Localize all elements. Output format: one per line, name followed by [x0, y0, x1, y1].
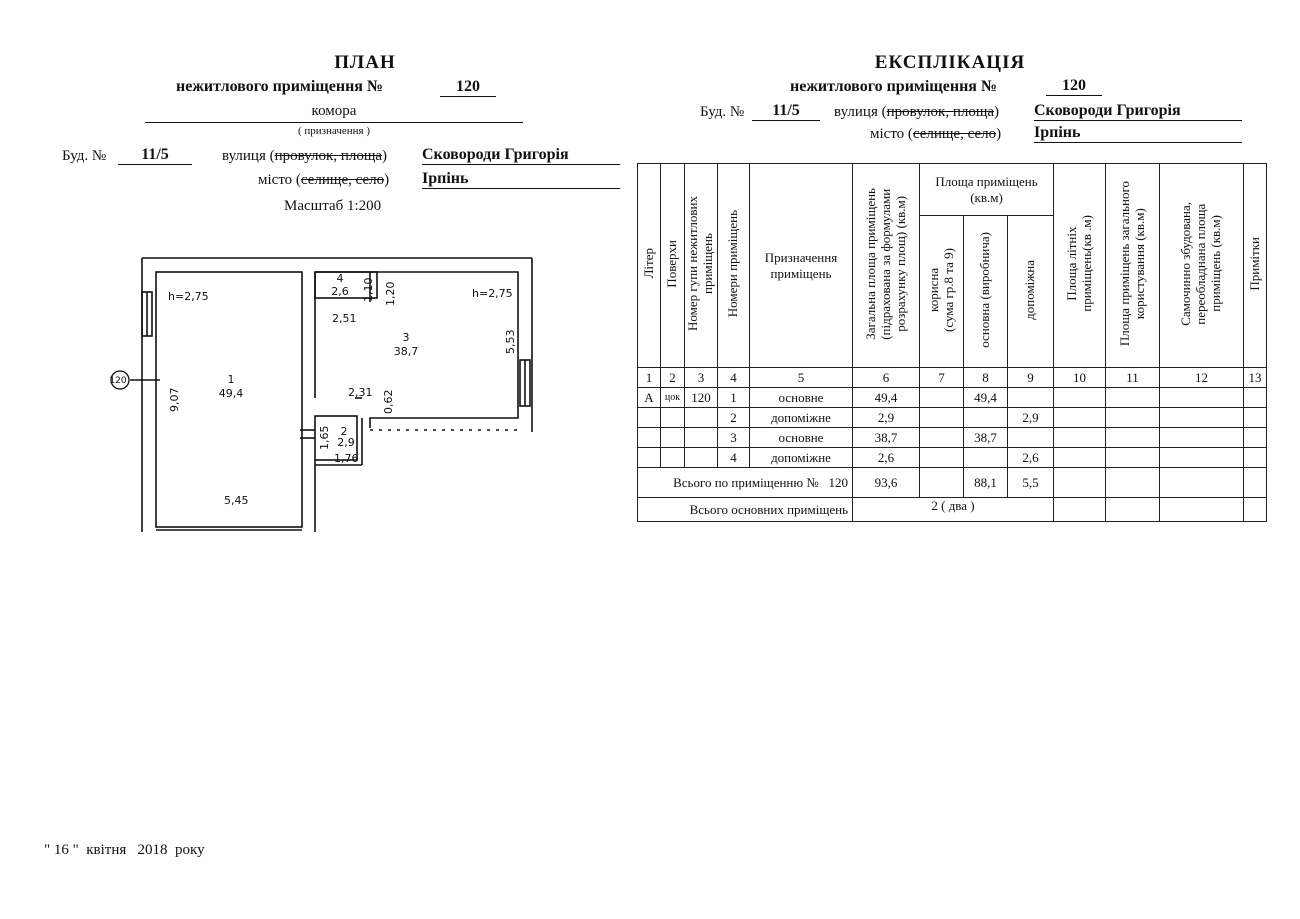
col-group-header: Номер гупи нежитлових приміщень — [685, 164, 718, 368]
col-number: 3 — [685, 368, 718, 388]
col-summer-header: Площа літніх приміщень(кв .м) — [1054, 164, 1106, 368]
total-row — [638, 468, 1267, 498]
col-number: 12 — [1160, 368, 1244, 388]
plan-city: Ірпінь — [422, 170, 620, 189]
explication-table — [637, 163, 1267, 522]
expl-subtitle: нежитлового приміщення № — [790, 78, 998, 95]
col-useful-header: корисна (сума гр.8 та 9) — [920, 216, 964, 368]
main-count-value: 2 ( два ) — [853, 498, 1054, 522]
expl-city: Ірпінь — [1034, 124, 1242, 143]
plan-purpose-caption: ( призначення ) — [297, 125, 371, 137]
room4-area: 2,6 — [331, 285, 349, 298]
plan-subtitle: нежитлового приміщення № — [176, 78, 384, 95]
col-number: 13 — [1244, 368, 1267, 388]
col-floors-header: Поверхи — [661, 164, 685, 368]
room3-height: h=2,75 — [472, 287, 513, 300]
table-row: 2 допоміжне 2,9 2,9 — [638, 408, 1267, 428]
col-number: 7 — [920, 368, 964, 388]
col-illegal-header: Самочинно збудована, переобладнана площа приміщень (кв.м) — [1160, 164, 1244, 368]
room2-area: 2,9 — [337, 436, 355, 449]
dim-176: 1,76 — [334, 452, 359, 465]
room3-number: 3 — [402, 331, 410, 344]
floor-plan-drawing — [100, 250, 550, 540]
col-number: 9 — [1008, 368, 1054, 388]
dim-251: 2,51 — [332, 312, 357, 325]
column-numbers-row — [638, 368, 1267, 388]
plan-title: ПЛАН — [334, 52, 396, 73]
dim-120: 1,20 — [384, 281, 397, 306]
col-notes-header: Примітки — [1244, 164, 1267, 368]
plan-scale: Масштаб 1:200 — [284, 198, 382, 214]
col-number: 6 — [853, 368, 920, 388]
col-common-header: Площа приміщень загального користування (кв.м) — [1106, 164, 1160, 368]
dim-545: 5,45 — [224, 494, 249, 507]
expl-street: Сковороди Григорія — [1034, 102, 1242, 121]
table-row: 3 основне 38,7 38,7 — [638, 428, 1267, 448]
col-room-no-header: Номери приміщень — [718, 164, 750, 368]
total-aux: 5,5 — [1008, 468, 1054, 498]
plan-bud-number: 11/5 — [118, 146, 192, 165]
dim-062: 0,62 — [382, 389, 395, 414]
col-number: 2 — [661, 368, 685, 388]
dim-231: 2,31 — [348, 386, 373, 399]
expl-bud-number: 11/5 — [752, 102, 820, 121]
total-main: 88,1 — [964, 468, 1008, 498]
main-count-row — [638, 498, 1267, 522]
room2-number: 2 — [340, 425, 348, 438]
dim-110: 1,10 — [362, 277, 375, 302]
expl-street-label: вулиця (провулок, площа) — [834, 104, 1000, 120]
plan-bud-label: Буд. № — [62, 148, 107, 164]
expl-title: ЕКСПЛІКАЦІЯ — [874, 52, 1026, 73]
col-area-group-header: Площа приміщень (кв.м) — [920, 164, 1054, 216]
plan-number: 120 — [440, 78, 496, 97]
header-row — [638, 164, 1267, 216]
dim-553: 5,53 — [504, 329, 517, 354]
room1-height: h=2,75 — [168, 290, 209, 303]
dim-165: 1,65 — [318, 425, 331, 450]
plan-street: Сковороди Григорія — [422, 146, 620, 165]
col-number: 5 — [750, 368, 853, 388]
expl-bud-label: Буд. № — [700, 104, 745, 120]
plan-street-label: вулиця (провулок, площа) — [222, 148, 388, 164]
expl-number: 120 — [1046, 77, 1102, 96]
room1-number: 1 — [227, 373, 235, 386]
col-purpose-header: Призначення приміщень — [750, 164, 853, 368]
document-date: " 16 " квітня 2018 року — [44, 842, 205, 858]
total-label: Всього по приміщенню № 120 — [638, 468, 853, 498]
col-number: 1 — [638, 368, 661, 388]
col-liter-header: Літер — [638, 164, 661, 368]
col-total-area-header: Загальна площа приміщень (підрахована за формулами розрахунку площ) (кв.м) — [853, 164, 920, 368]
room4-number: 4 — [336, 272, 344, 285]
col-number: 4 — [718, 368, 750, 388]
dim-907: 9,07 — [168, 387, 181, 412]
room1-area: 49,4 — [218, 387, 244, 400]
plan-purpose: комора — [145, 103, 523, 123]
col-main-header: основна (виробнича) — [964, 216, 1008, 368]
room3-area: 38,7 — [393, 345, 419, 358]
plan-city-label: місто (селище, село) — [258, 172, 390, 188]
expl-city-label: місто (селище, село) — [870, 126, 1002, 142]
table-row: А цок 120 1 основне 49,4 49,4 — [638, 388, 1267, 408]
total-area: 93,6 — [853, 468, 920, 498]
col-number: 8 — [964, 368, 1008, 388]
col-number: 11 — [1106, 368, 1160, 388]
table-row: 4 допоміжне 2,6 2,6 — [638, 448, 1267, 468]
col-number: 10 — [1054, 368, 1106, 388]
col-aux-header: допоміжна — [1008, 216, 1054, 368]
marker-label: 120 — [109, 376, 127, 386]
main-count-label: Всього основних приміщень — [638, 498, 853, 522]
